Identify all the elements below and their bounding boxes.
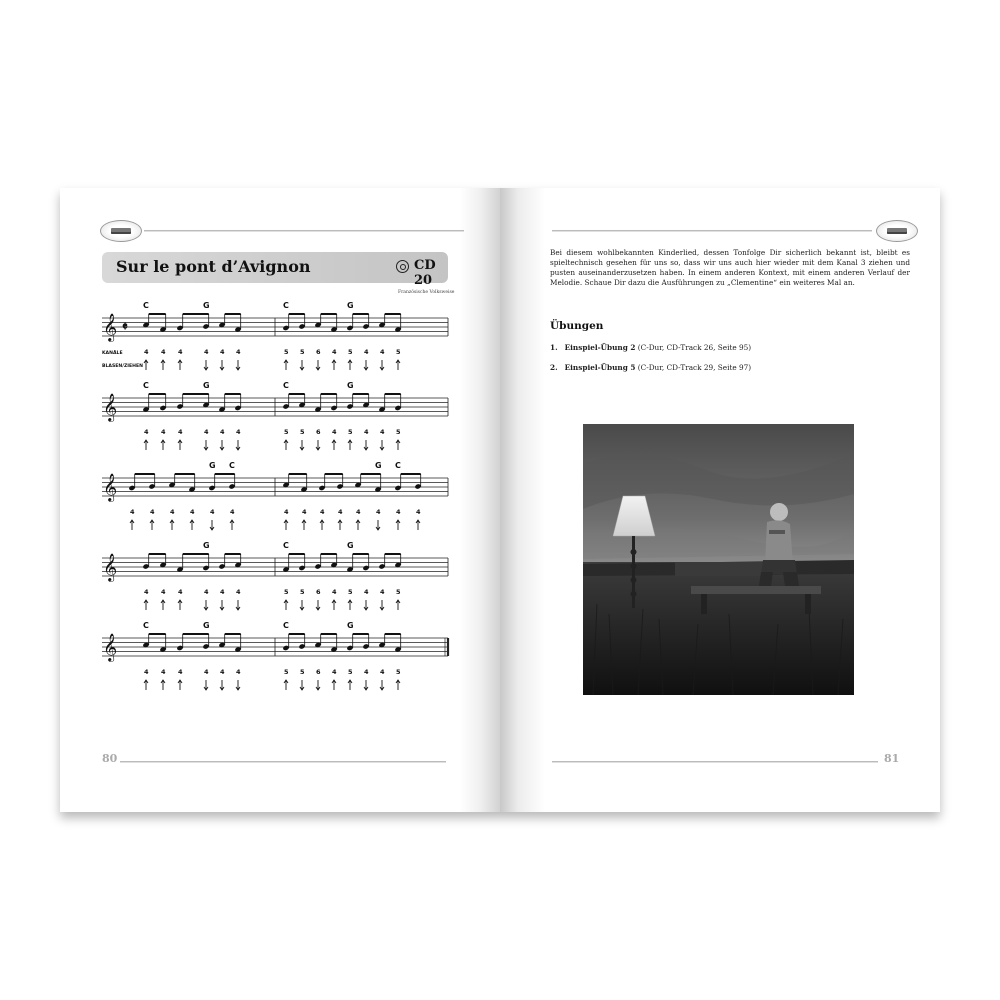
channel-number: 4 — [396, 508, 401, 516]
channel-number: 4 — [236, 588, 241, 596]
photo-man-with-harmonica-on-bench — [583, 424, 854, 695]
channel-number: 6 — [316, 668, 321, 676]
page-number: 80 — [102, 752, 118, 765]
channel-number: 4 — [364, 668, 369, 676]
channel-number: 4 — [161, 668, 166, 676]
channel-number: 4 — [236, 668, 241, 676]
channel-number: 4 — [220, 668, 225, 676]
channel-number: 4 — [130, 508, 135, 516]
channel-number: 5 — [396, 668, 401, 676]
channel-number: 4 — [416, 508, 421, 516]
chord-symbol: G — [203, 541, 210, 550]
channel-number: 4 — [332, 588, 337, 596]
treble-clef-icon: 𝄞 — [103, 393, 118, 421]
channel-number: 4 — [204, 668, 209, 676]
staff-system — [102, 621, 448, 690]
cd-track-label: CD 20 — [414, 258, 436, 288]
chord-symbol: C — [283, 301, 289, 310]
channel-number: 4 — [338, 508, 343, 516]
chord-symbol: G — [347, 621, 354, 630]
chord-symbol: G — [203, 621, 210, 630]
chord-symbol: C — [283, 541, 289, 550]
channel-number: 4 — [284, 508, 289, 516]
staff-system — [102, 301, 448, 370]
harmonica-icon — [876, 220, 918, 242]
exercise-item — [550, 343, 751, 352]
channel-number: 4 — [204, 348, 209, 356]
channel-number: 4 — [376, 508, 381, 516]
channel-number: 5 — [396, 588, 401, 596]
channel-number: 4 — [364, 588, 369, 596]
treble-clef-icon: 𝄞 — [103, 553, 118, 581]
chord-symbol: G — [203, 381, 210, 390]
chord-symbol: C — [283, 621, 289, 630]
channel-number: 4 — [356, 508, 361, 516]
channel-number: 5 — [348, 588, 353, 596]
channel-number: 4 — [220, 588, 225, 596]
channel-number: 4 — [190, 508, 195, 516]
exercise-number: 1. — [550, 343, 558, 352]
channel-number: 4 — [364, 428, 369, 436]
header-rule — [552, 230, 872, 232]
channel-number: 4 — [161, 428, 166, 436]
channel-number: 4 — [380, 348, 385, 356]
chord-symbol: G — [375, 461, 382, 470]
song-title: Sur le pont d’Avignon — [116, 257, 311, 276]
intro-paragraph: Bei diesem wohlbekannten Kinderlied, dessen Tonfolge Dir sicherlich bekannt ist, bleibt es spieltechnisch gesehen für uns so, dass wir uns auch hier wieder mit dem Kanal 3 ziehen und pusten auseinanderzusetzen haben. In einem anderen Kontext, mit einem anderen Verlauf der Melodie. Schaue Dir dazu die Ausführungen zu „Clementine“ ein weiteres Mal an. — [550, 248, 910, 287]
channel-number: 4 — [364, 348, 369, 356]
staff-system — [102, 541, 448, 610]
exercise-title: Einspiel-Übung 2 — [564, 343, 636, 352]
staff-system — [102, 461, 448, 530]
footer-rule — [552, 761, 878, 763]
chord-symbol: G — [347, 301, 354, 310]
channel-number: 6 — [316, 428, 321, 436]
treble-clef-icon: 𝄞 — [103, 473, 118, 501]
treble-clef-icon: 𝄞 — [103, 313, 118, 341]
chord-symbol: C — [143, 301, 149, 310]
channel-number: 4 — [230, 508, 235, 516]
channel-number: 4 — [320, 508, 325, 516]
staff-system — [102, 381, 448, 450]
row-label-channels: KANÄLE — [102, 351, 123, 356]
channel-number: 6 — [316, 588, 321, 596]
chord-symbol: C — [229, 461, 235, 470]
channel-number: 5 — [300, 588, 305, 596]
channel-number: 6 — [316, 348, 321, 356]
channel-number: 5 — [300, 668, 305, 676]
left-page — [60, 188, 500, 812]
chord-symbol: G — [209, 461, 216, 470]
section-heading: Übungen — [550, 320, 604, 332]
channel-number: 4 — [220, 348, 225, 356]
channel-number: 4 — [380, 668, 385, 676]
channel-number: 4 — [178, 588, 183, 596]
channel-number: 5 — [348, 348, 353, 356]
exercise-title: Einspiel-Übung 5 — [564, 363, 636, 372]
time-signature: 𝄵 — [122, 320, 128, 335]
right-page — [500, 188, 940, 812]
channel-number: 4 — [178, 428, 183, 436]
exercise-detail: (C-Dur, CD-Track 29, Seite 97) — [637, 363, 752, 372]
exercise-number: 2. — [550, 363, 558, 372]
page-number: 81 — [884, 752, 900, 765]
footer-rule — [120, 761, 446, 763]
chord-symbol: G — [203, 301, 210, 310]
channel-number: 4 — [236, 348, 241, 356]
channel-number: 4 — [332, 668, 337, 676]
music-score — [60, 188, 500, 812]
open-book — [60, 188, 940, 812]
chord-symbol: G — [347, 541, 354, 550]
channel-number: 4 — [170, 508, 175, 516]
channel-number: 4 — [210, 508, 215, 516]
channel-number: 4 — [178, 348, 183, 356]
channel-number: 4 — [178, 668, 183, 676]
chord-symbol: G — [347, 381, 354, 390]
channel-number: 4 — [204, 588, 209, 596]
channel-number: 5 — [284, 588, 289, 596]
channel-number: 4 — [220, 428, 225, 436]
exercise-item — [550, 363, 751, 372]
channel-number: 4 — [302, 508, 307, 516]
channel-number: 4 — [144, 428, 149, 436]
channel-number: 4 — [380, 588, 385, 596]
channel-number: 4 — [380, 428, 385, 436]
channel-number: 4 — [161, 588, 166, 596]
exercise-detail: (C-Dur, CD-Track 26, Seite 95) — [637, 343, 752, 352]
row-label-blow-draw: BLASEN/ZIEHEN — [102, 364, 143, 369]
chord-symbol: C — [143, 621, 149, 630]
channel-number: 5 — [300, 348, 305, 356]
treble-clef-icon: 𝄞 — [103, 633, 118, 661]
channel-number: 4 — [161, 348, 166, 356]
channel-number: 5 — [300, 428, 305, 436]
channel-number: 4 — [150, 508, 155, 516]
channel-number: 4 — [144, 588, 149, 596]
chord-symbol: C — [143, 381, 149, 390]
channel-number: 5 — [396, 428, 401, 436]
channel-number: 4 — [204, 428, 209, 436]
channel-number: 5 — [284, 668, 289, 676]
channel-number: 5 — [348, 668, 353, 676]
channel-number: 4 — [332, 428, 337, 436]
channel-number: 4 — [144, 348, 149, 356]
chord-symbol: C — [395, 461, 401, 470]
channel-number: 4 — [332, 348, 337, 356]
channel-number: 5 — [348, 428, 353, 436]
channel-number: 5 — [284, 428, 289, 436]
channel-number: 4 — [144, 668, 149, 676]
song-attribution: Französische Volksweise — [398, 290, 455, 295]
chord-symbol: C — [283, 381, 289, 390]
channel-number: 5 — [396, 348, 401, 356]
channel-number: 5 — [284, 348, 289, 356]
channel-number: 4 — [236, 428, 241, 436]
